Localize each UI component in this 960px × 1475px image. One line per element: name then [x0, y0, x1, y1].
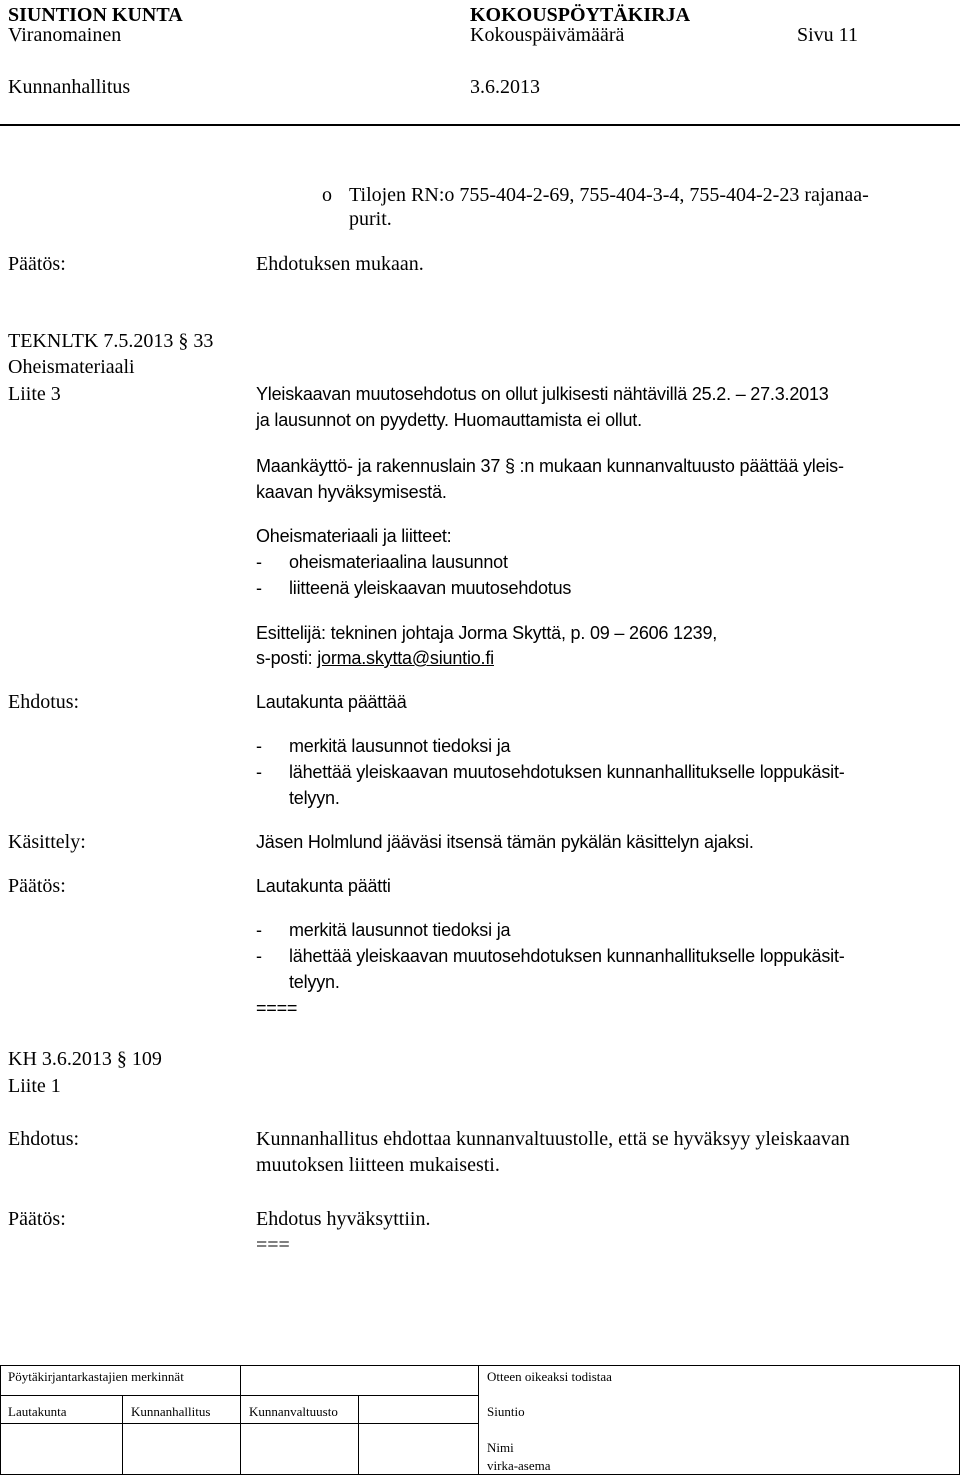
email-link[interactable]: jorma.skytta@siuntio.fi [317, 648, 494, 668]
proposal-item-continuation: telyyn. [289, 788, 340, 808]
proposal-item: - merkitä lausunnot tiedoksi ja [256, 736, 511, 756]
bullet-text-line2: purit. [349, 208, 392, 230]
decision-label: Päätös: [8, 1208, 66, 1230]
footer-column-council: Kunnanvaltuusto [249, 1404, 338, 1419]
footer-divider [0, 1395, 478, 1396]
proposal-text: Lautakunta päättää [256, 692, 407, 712]
footer-divider [478, 1365, 479, 1475]
proposal-label: Ehdotus: [8, 1128, 80, 1150]
attachments-heading: Oheismateriaali ja liitteet: [256, 526, 452, 546]
handling-text: Jäsen Holmlund jääväsi itsensä tämän pykälän käsittelyn ajaksi. [256, 832, 754, 852]
attachment-label: Liite 3 [8, 383, 61, 405]
org-name: SIUNTION KUNTA [8, 4, 183, 26]
footer-top-rule [0, 1365, 960, 1366]
date-label: Kokouspäivämäärä [470, 24, 625, 46]
section-sign: § [178, 330, 189, 352]
tekn-ref-date: TEKNLTK 7.5.2013 [8, 330, 174, 352]
header-divider [0, 124, 960, 126]
footer-divider [240, 1365, 241, 1395]
footer-divider [0, 1423, 478, 1424]
kh-proposal-line2: muutoksen liitteen mukaisesti. [256, 1154, 500, 1176]
footer-title-label: virka-asema [487, 1458, 551, 1473]
kh-reference [8, 1046, 162, 1072]
document-type: KOKOUSPÖYTÄKIRJA [470, 4, 691, 26]
decision-label: Päätös: [8, 253, 66, 275]
attachment-label: Liite 1 [8, 1075, 61, 1097]
kh-proposal-line1: Kunnanhallitus ehdottaa kunnanvaltuustolle, että se hyväksyy yleiskaavan [256, 1128, 850, 1150]
kh-section-number: 109 [131, 1048, 162, 1070]
decision-item: - merkitä lausunnot tiedoksi ja [256, 920, 511, 940]
page-number: Sivu 11 [797, 24, 858, 46]
bullet-marker: o [322, 184, 332, 206]
meeting-date: 3.6.2013 [470, 76, 540, 98]
decision-text: Lautakunta päätti [256, 876, 391, 896]
kh-decision-text: Ehdotus hyväksyttiin. [256, 1208, 431, 1230]
tekn-paragraph2-line1: Maankäyttö- ja rakennuslain 37 § :n mukaan kunnanvaltuusto päättää yleis- [256, 456, 844, 476]
footer-column-executive: Kunnanhallitus [131, 1404, 211, 1419]
section-end-mark: ==== [256, 998, 298, 1018]
attachments-item: - liitteenä yleiskaavan muutosehdotus [256, 578, 572, 598]
section-sign: § [116, 1048, 127, 1070]
email-label: s-posti: [256, 648, 313, 668]
proposal-label: Ehdotus: [8, 691, 80, 713]
authority-label: Viranomainen [8, 24, 122, 46]
decision-text: Ehdotuksen mukaan. [256, 253, 424, 275]
bullet-text-line1: Tilojen RN:o 755-404-2-69, 755-404-3-4, 755-404-2-23 rajanaa- [349, 184, 869, 206]
authority: Kunnanhallitus [8, 76, 131, 98]
presenter-line: Esittelijä: tekninen johtaja Jorma Skyttä, p. 09 – 2606 1239, [256, 623, 718, 643]
footer-divider [358, 1395, 359, 1475]
decision-label: Päätös: [8, 875, 66, 897]
supplementary-material-label: Oheismateriaali [8, 356, 135, 378]
tekn-paragraph2-line2: kaavan hyväksymisestä. [256, 482, 447, 502]
footer-column-board: Lautakunta [8, 1404, 67, 1419]
tekn-paragraph1-line2: ja lausunnot on pyydetty. Huomauttamista ei ollut. [256, 410, 642, 430]
tekn-reference [8, 328, 213, 354]
decision-item: - lähettää yleiskaavan muutosehdotuksen kunnanhallitukselle loppukäsit- [256, 946, 845, 966]
reviewers-heading: Pöytäkirjantarkastajien merkinnät [8, 1369, 184, 1384]
footer-name-label: Nimi [487, 1440, 514, 1455]
certification-heading: Otteen oikeaksi todistaa [487, 1369, 612, 1384]
kh-ref-date: KH 3.6.2013 [8, 1048, 112, 1070]
handling-label: Käsittely: [8, 831, 86, 853]
tekn-section-number: 33 [193, 330, 214, 352]
footer-divider [240, 1395, 241, 1475]
footer-place: Siuntio [487, 1404, 525, 1419]
decision-item-continuation: telyyn. [289, 972, 340, 992]
section-end-mark: === [256, 1234, 290, 1256]
footer-left-border [0, 1365, 1, 1475]
proposal-item: - lähettää yleiskaavan muutosehdotuksen kunnanhallitukselle loppukäsit- [256, 762, 845, 782]
email-line [256, 645, 494, 671]
tekn-paragraph1-line1: Yleiskaavan muutosehdotus on ollut julkisesti nähtävillä 25.2. – 27.3.2013 [256, 384, 829, 404]
attachments-item: - oheismateriaalina lausunnot [256, 552, 508, 572]
footer-divider [122, 1395, 123, 1475]
